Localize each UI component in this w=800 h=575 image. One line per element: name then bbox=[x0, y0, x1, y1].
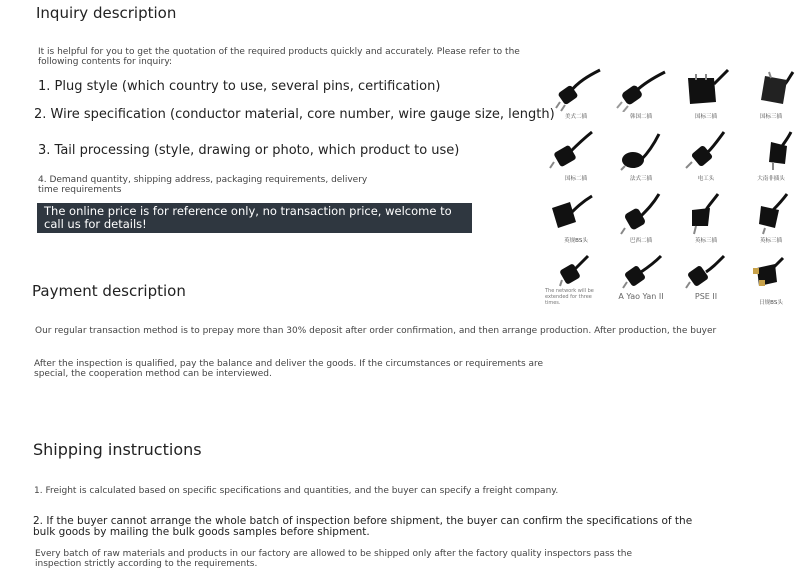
plug-label: 法式三插 bbox=[629, 176, 652, 182]
plug-tile bbox=[740, 252, 800, 314]
shipping-item-2: 2. If the buyer cannot arrange the whole batch of inspection before shipment, the buyer can confirm the specifications of the bulk goods by mailing the bulk goods samples before shipment. bbox=[33, 515, 693, 538]
kr-2pin-plug-icon bbox=[613, 68, 669, 112]
plug-tile bbox=[545, 128, 607, 190]
plug-note: The network will be extended for three times. bbox=[545, 288, 594, 306]
us-2pin-plug-icon bbox=[548, 68, 604, 112]
cn-2pin-plug-icon bbox=[548, 130, 604, 174]
plug-label: PSE II bbox=[694, 292, 718, 301]
plug-label: 英标三插 bbox=[759, 238, 782, 244]
plug-tile bbox=[740, 128, 800, 190]
inquiry-item-4: 4. Demand quantity, shipping address, packaging requirements, delivery time requirements bbox=[38, 175, 368, 195]
plug-tile bbox=[610, 252, 672, 314]
plug-tile bbox=[545, 66, 607, 128]
payment-text-1: Our regular transaction method is to prepay more than 30% deposit after order confirmation, and then arrange production. After production, the buyer bbox=[35, 326, 717, 336]
plug-tile bbox=[610, 190, 672, 252]
cn-3pin-plug-icon bbox=[678, 68, 734, 112]
plug-tile bbox=[545, 190, 607, 252]
plug-tile bbox=[740, 66, 800, 128]
jp-bs-plug-icon bbox=[743, 254, 799, 298]
plug-label: 国标三插 bbox=[759, 114, 782, 120]
inquiry-item-3: 3. Tail processing (style, drawing or photo, which product to use) bbox=[38, 143, 460, 158]
br-2pin-plug-icon bbox=[613, 192, 669, 236]
plug-label: 韩国二插 bbox=[629, 114, 652, 120]
cn-3pin-angled-plug-icon bbox=[743, 68, 799, 112]
plug-label: 英规BS头 bbox=[564, 238, 588, 244]
uk-bs-plug-icon bbox=[548, 192, 604, 236]
inquiry-item-2: 2. Wire specification (conductor material, core number, wire gauge size, length) bbox=[34, 107, 555, 122]
inquiry-item-1: 1. Plug style (which country to use, several pins, certification) bbox=[38, 79, 441, 94]
plug-label: 英标三插 bbox=[694, 238, 717, 244]
plug-tile bbox=[675, 190, 737, 252]
plug-label: 国标三插 bbox=[694, 114, 717, 120]
plug-tile bbox=[675, 66, 737, 128]
plug-tile bbox=[740, 190, 800, 252]
payment-text-2: After the inspection is qualified, pay the balance and deliver the goods. If the circumstances or requirements are special, the cooperation method can be interviewed. bbox=[34, 359, 544, 379]
uk-3pin-plug-icon bbox=[678, 192, 734, 236]
plug-label: 巴西二插 bbox=[629, 238, 652, 244]
plug-types-image bbox=[545, 66, 800, 314]
plug-tile bbox=[610, 128, 672, 190]
price-notice-banner: The online price is for reference only, no transaction price, welcome to call us for details! bbox=[37, 203, 472, 233]
fr-3pin-plug-icon bbox=[613, 130, 669, 174]
payment-heading: Payment description bbox=[32, 282, 186, 300]
plug-label: 大南非插头 bbox=[757, 176, 785, 182]
plug-label: 日规BS头 bbox=[759, 300, 783, 306]
shipping-item-1: 1. Freight is calculated based on specific specifications and quantities, and the buyer can specify a freight company. bbox=[34, 486, 559, 496]
uk-3pin-alt-plug-icon bbox=[743, 192, 799, 236]
shipping-heading: Shipping instructions bbox=[33, 440, 202, 459]
plug-label: A Yao Yan II bbox=[618, 292, 664, 301]
plug-tile bbox=[610, 66, 672, 128]
za-plug-icon bbox=[743, 130, 799, 174]
electrician-plug-icon bbox=[678, 130, 734, 174]
shipping-item-3: Every batch of raw materials and products in our factory are allowed to be shipped only after the factory quality inspectors pass the inspection strictly according to the requirements. bbox=[35, 549, 632, 569]
plug-label: 电工头 bbox=[697, 176, 715, 182]
plug-tile bbox=[545, 252, 607, 314]
inquiry-heading: Inquiry description bbox=[36, 4, 177, 22]
plug-tile bbox=[675, 128, 737, 190]
plug-label: 国标二插 bbox=[564, 176, 587, 182]
plug-tile bbox=[675, 252, 737, 314]
plug-label: 美式二插 bbox=[564, 114, 587, 120]
inquiry-intro: It is helpful for you to get the quotation of the required products quickly and accurately. Please refer to the following contents for inquiry: bbox=[38, 47, 520, 67]
